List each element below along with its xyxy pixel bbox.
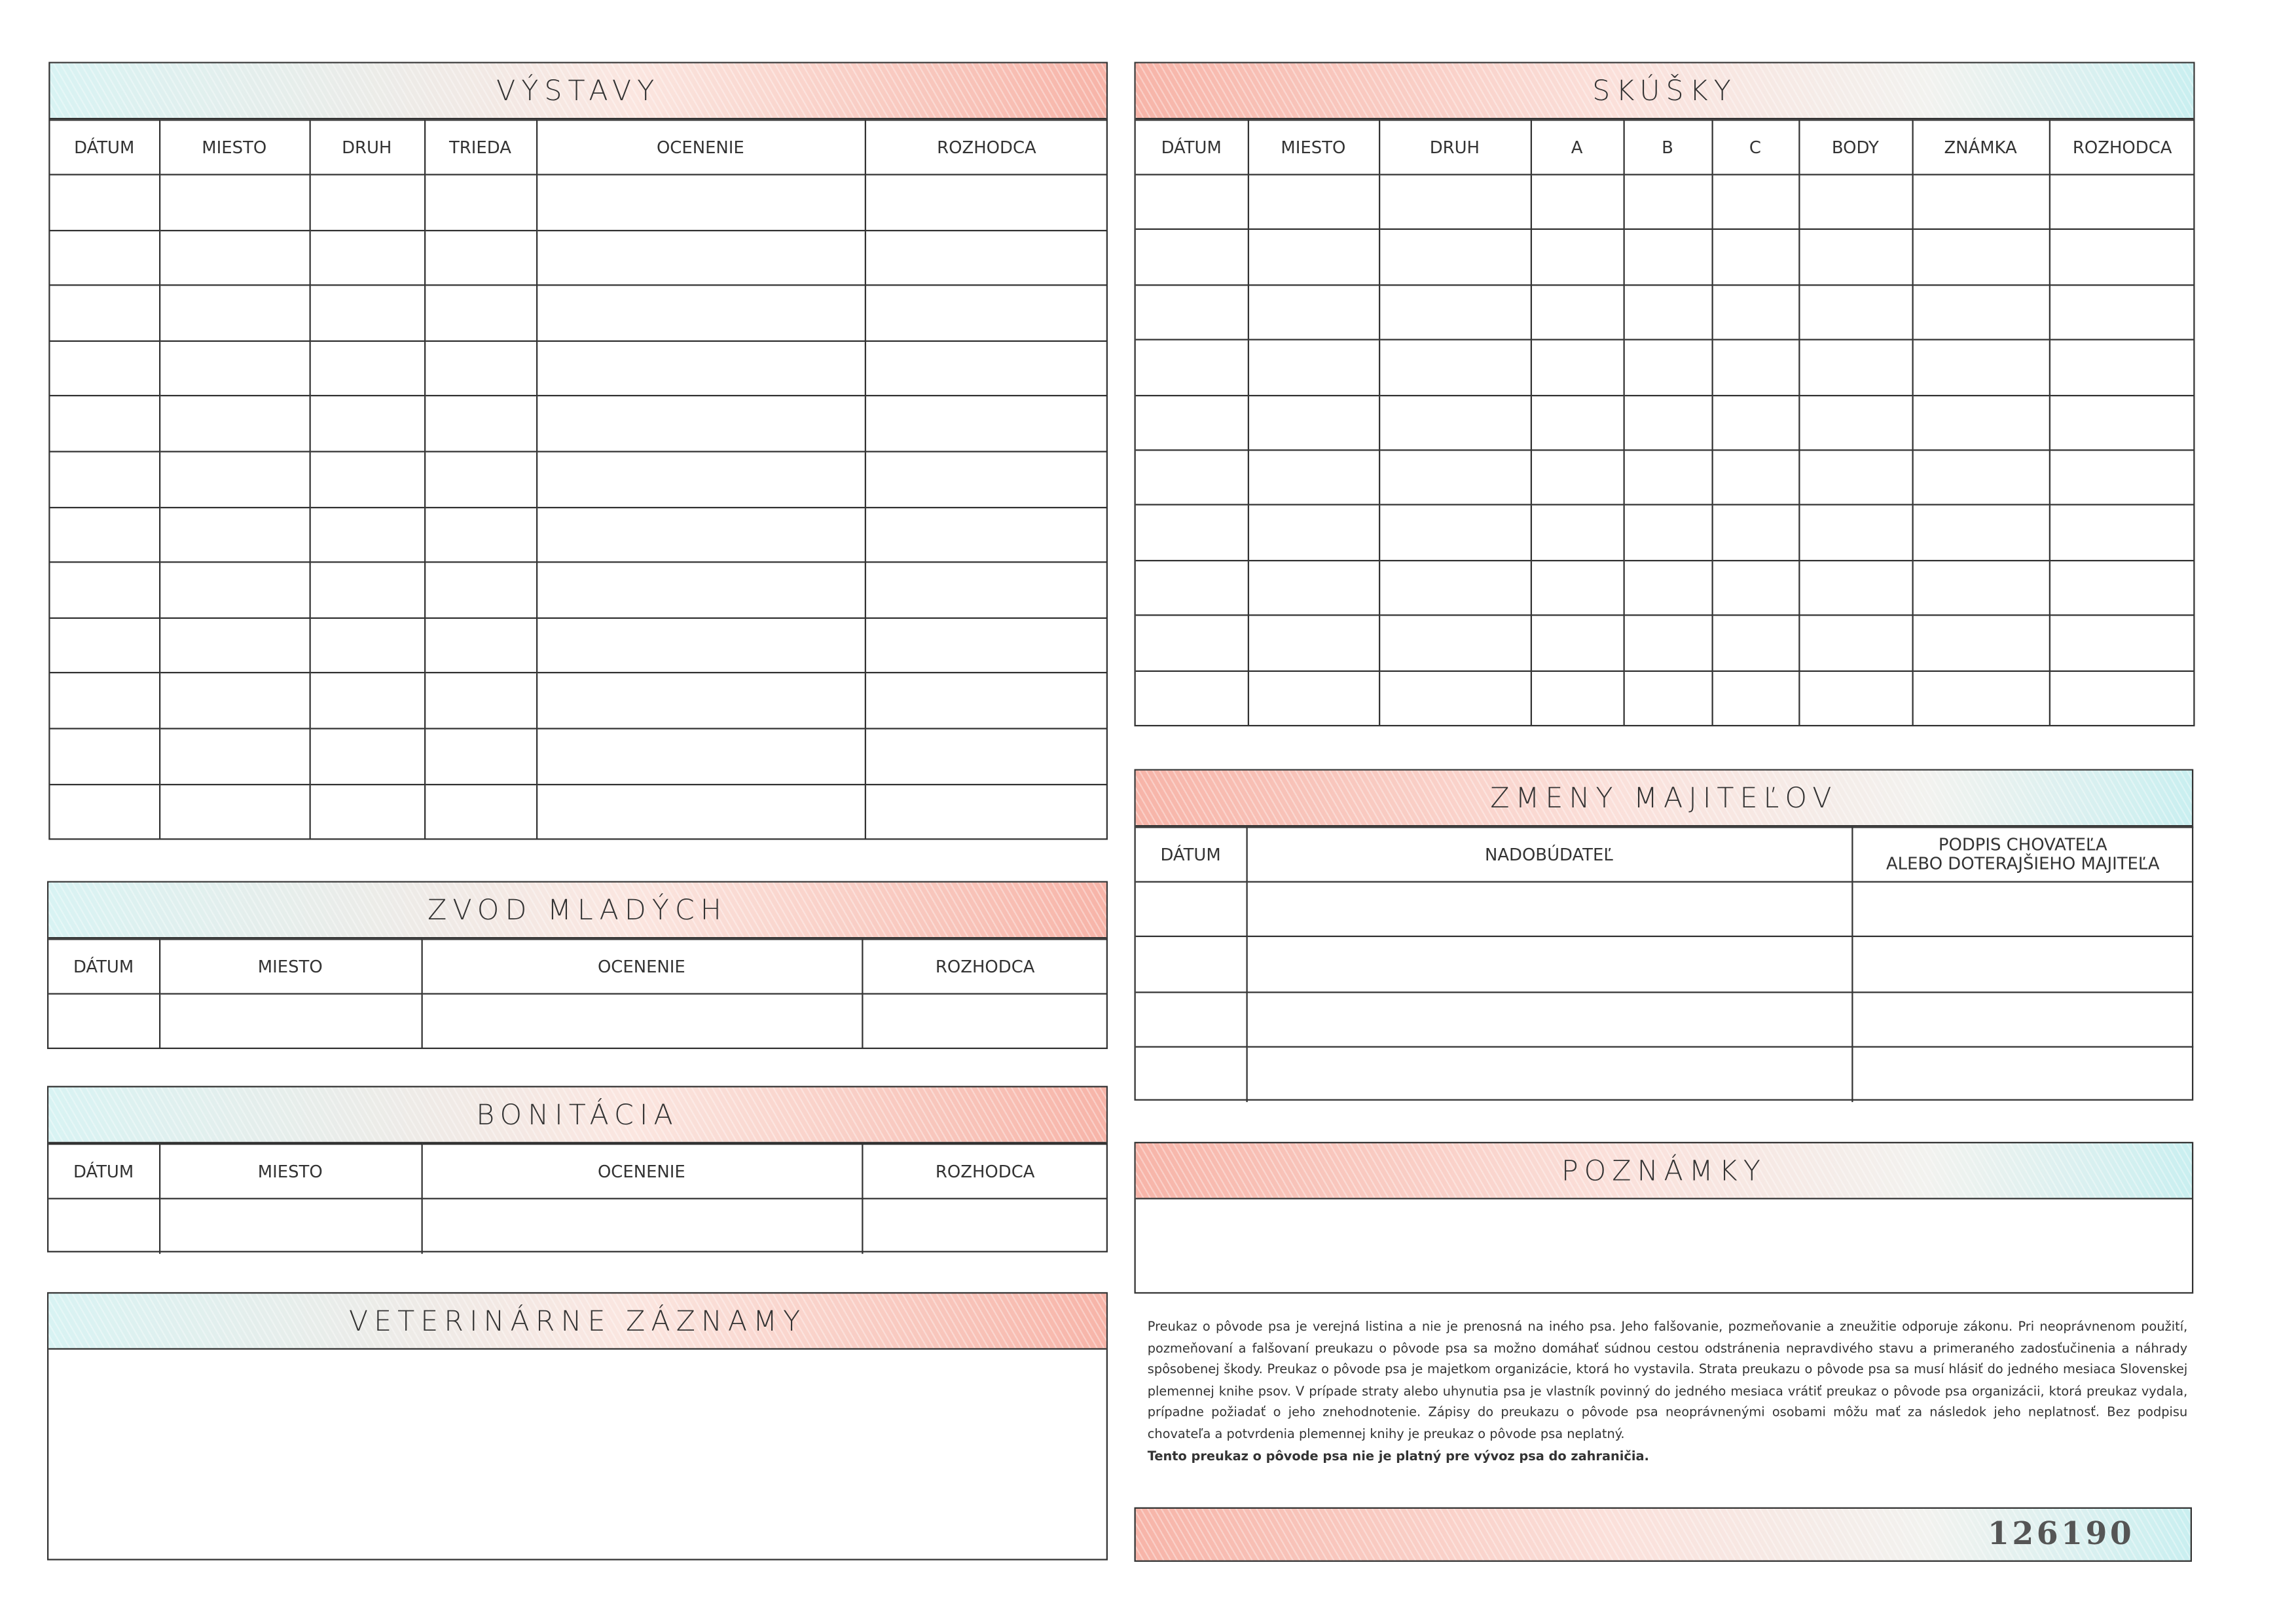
table-cell[interactable]	[1379, 285, 1531, 340]
table-cell[interactable]	[424, 341, 536, 396]
table-cell[interactable]	[1379, 395, 1531, 450]
table-row	[50, 230, 1108, 286]
table-cell[interactable]	[1798, 671, 1912, 726]
table-cell[interactable]	[159, 286, 310, 341]
table-row	[50, 341, 1108, 396]
table-cell[interactable]	[424, 396, 536, 452]
table-cell[interactable]	[1248, 175, 1379, 230]
table-row	[1136, 671, 2195, 726]
table-cell[interactable]	[1136, 561, 1248, 616]
table-cell[interactable]	[1624, 285, 1712, 340]
table-cell[interactable]	[1912, 671, 2049, 726]
table-cell[interactable]	[1531, 285, 1624, 340]
table-cell[interactable]	[159, 341, 310, 396]
table-cell[interactable]	[310, 673, 425, 729]
table-row	[1136, 561, 2195, 616]
table-row	[48, 1198, 1108, 1253]
table-cell[interactable]	[50, 341, 160, 396]
table-cell[interactable]	[50, 396, 160, 452]
table-cell[interactable]	[1136, 450, 1248, 505]
zmeny-section	[1135, 769, 2194, 1101]
table-cell[interactable]	[310, 396, 425, 452]
table-cell[interactable]	[865, 673, 1108, 729]
table-cell[interactable]	[159, 230, 310, 286]
column-header: DÁTUM	[48, 1144, 159, 1198]
column-header: C	[1712, 120, 1799, 174]
table-row	[1136, 882, 2194, 937]
table-cell[interactable]	[1136, 175, 1248, 230]
table-cell[interactable]	[865, 507, 1108, 563]
table-cell[interactable]	[1248, 285, 1379, 340]
table-cell[interactable]	[1712, 340, 1799, 395]
table-cell[interactable]	[310, 618, 425, 673]
table-cell[interactable]	[1248, 561, 1379, 616]
table-row	[1136, 505, 2195, 560]
table-cell[interactable]	[159, 994, 422, 1048]
table-cell[interactable]	[536, 230, 865, 286]
table-cell[interactable]	[1851, 1046, 2193, 1101]
table-cell[interactable]	[536, 618, 865, 673]
column-header: ROZHODCA	[862, 939, 1108, 993]
table-cell[interactable]	[865, 452, 1108, 507]
header-row	[1136, 120, 2195, 174]
table-cell[interactable]	[1248, 340, 1379, 395]
serial-number: 126190	[1987, 1515, 2135, 1552]
veterinarne-notes-area[interactable]	[48, 1350, 1106, 1559]
table-cell[interactable]	[1248, 616, 1379, 671]
table-cell[interactable]	[1531, 616, 1624, 671]
table-cell[interactable]	[424, 563, 536, 618]
table-cell[interactable]	[159, 728, 310, 784]
table-cell[interactable]	[422, 1198, 862, 1253]
table-cell[interactable]	[310, 728, 425, 784]
table-cell[interactable]	[1379, 616, 1531, 671]
table-row	[48, 994, 1108, 1048]
table-cell[interactable]	[50, 563, 160, 618]
table-cell[interactable]	[865, 341, 1108, 396]
table-cell[interactable]	[1379, 561, 1531, 616]
table-cell[interactable]	[424, 286, 536, 341]
table-cell[interactable]	[1798, 285, 1912, 340]
table-cell[interactable]	[1798, 450, 1912, 505]
table-cell[interactable]	[1136, 230, 1248, 285]
table-cell[interactable]	[1624, 671, 1712, 726]
table-row	[50, 175, 1108, 231]
table-cell[interactable]	[1379, 671, 1531, 726]
table-cell[interactable]	[50, 452, 160, 507]
table-cell[interactable]	[1136, 991, 1247, 1046]
table-cell[interactable]	[536, 175, 865, 231]
table-cell[interactable]	[1379, 340, 1531, 395]
skusky-table	[1136, 119, 2195, 726]
table-cell[interactable]	[1624, 340, 1712, 395]
table-row	[1136, 450, 2195, 505]
table-cell[interactable]	[159, 507, 310, 563]
table-row	[1136, 285, 2195, 340]
column-header: ROZHODCA	[865, 120, 1108, 174]
table-cell[interactable]	[1712, 285, 1799, 340]
column-header: A	[1531, 120, 1624, 174]
bonitacia-table	[48, 1143, 1108, 1253]
table-row	[50, 396, 1108, 452]
table-cell[interactable]	[1136, 937, 1247, 992]
legal-bold-text: Tento preukaz o pôvode psa nie je platný pre vývoz psa do zahraničia.	[1147, 1449, 1649, 1464]
table-cell[interactable]	[862, 1198, 1108, 1253]
table-cell[interactable]	[1912, 175, 2049, 230]
table-cell[interactable]	[536, 728, 865, 784]
table-cell[interactable]	[1798, 616, 1912, 671]
table-row	[1136, 937, 2194, 992]
table-row	[1136, 616, 2195, 671]
table-cell[interactable]	[1712, 450, 1799, 505]
column-header: ROZHODCA	[2049, 120, 2195, 174]
table-cell[interactable]	[1379, 505, 1531, 560]
table-cell[interactable]	[159, 396, 310, 452]
table-cell[interactable]	[1798, 175, 1912, 230]
poznamky-section	[1135, 1142, 2194, 1294]
table-cell[interactable]	[48, 1198, 159, 1253]
column-header: DÁTUM	[48, 939, 159, 993]
table-cell[interactable]	[2049, 230, 2195, 285]
table-cell[interactable]	[1248, 395, 1379, 450]
table-cell[interactable]	[159, 784, 310, 840]
table-cell[interactable]	[424, 507, 536, 563]
table-cell[interactable]	[1624, 505, 1712, 560]
table-cell[interactable]	[1624, 616, 1712, 671]
table-cell[interactable]	[50, 507, 160, 563]
table-cell[interactable]	[1798, 395, 1912, 450]
table-row	[1136, 230, 2195, 285]
table-cell[interactable]	[1912, 340, 2049, 395]
table-cell[interactable]	[536, 452, 865, 507]
table-cell[interactable]	[310, 507, 425, 563]
poznamky-notes-area[interactable]	[1136, 1200, 2192, 1293]
table-cell[interactable]	[1136, 671, 1248, 726]
table-cell[interactable]	[1712, 616, 1799, 671]
table-cell[interactable]	[310, 563, 425, 618]
table-cell[interactable]	[424, 673, 536, 729]
table-cell[interactable]	[424, 784, 536, 840]
table-cell[interactable]	[2049, 616, 2195, 671]
table-cell[interactable]	[1851, 991, 2193, 1046]
table-row	[50, 507, 1108, 563]
table-cell[interactable]	[1624, 230, 1712, 285]
table-row	[50, 728, 1108, 784]
skusky-section	[1135, 62, 2195, 727]
table-cell[interactable]	[1247, 937, 1852, 992]
zmeny-table	[1136, 826, 2194, 1101]
table-cell[interactable]	[159, 563, 310, 618]
table-cell[interactable]	[1912, 505, 2049, 560]
table-row	[50, 618, 1108, 673]
table-cell[interactable]	[1531, 505, 1624, 560]
legal-text: Preukaz o pôvode psa je verejná listina a nie je prenosná na iného psa. Jeho falšovanie, pozmeňovanie a zneužitie odporuje zákonu. Pri neoprávnenom použití, pozmeňovaní a falšovaní preukazu o pôvode psa sa možno domáhať súdnou cestou odstránenia nepravdivého stavu a primeraného zadosťučinenia a náhrady spôsobenej škody. Preukaz o pôvode psa je majetkom organizácie, ktorá ho vystavila. Strata preukazu o pôvode psa sa musí hlásiť do jedného mesiaca Slovenskej plemennej knihe psov. V prípade straty alebo uhynutia psa je vlastník povinný do jedného mesiaca vrátiť preukaz o pôvode psa organizácii, ktorá preukaz vydala, prípadne požiadať o jeho znehodnotenie. Zápisy do preukazu o pôvode psa neoprávnenými osobami môžu mať za následok jeho neplatnosť. Bez podpisu chovateľa a potvrdenia plemennej knihy je preukaz o pôvode psa neplatný.	[1147, 1320, 2188, 1443]
table-cell[interactable]	[50, 175, 160, 231]
table-cell[interactable]	[159, 1198, 422, 1253]
column-header: MIESTO	[159, 1144, 422, 1198]
table-cell[interactable]	[1531, 230, 1624, 285]
table-cell[interactable]	[1712, 230, 1799, 285]
table-cell[interactable]	[310, 286, 425, 341]
table-cell[interactable]	[865, 175, 1108, 231]
table-cell[interactable]	[1912, 230, 2049, 285]
column-header: NADOBÚDATEĽ	[1247, 827, 1852, 881]
zvod-title: ZVOD MLADÝCH	[48, 883, 1106, 939]
table-cell[interactable]	[1136, 340, 1248, 395]
vystavy-table	[50, 119, 1108, 839]
table-cell[interactable]	[1912, 616, 2049, 671]
veterinarne-section	[47, 1292, 1108, 1560]
table-cell[interactable]	[1851, 937, 2193, 992]
table-cell[interactable]	[2049, 285, 2195, 340]
table-cell[interactable]	[536, 341, 865, 396]
table-cell[interactable]	[424, 175, 536, 231]
table-cell[interactable]	[536, 784, 865, 840]
header-row	[1136, 827, 2194, 881]
column-header: DÁTUM	[1136, 120, 1248, 174]
table-cell[interactable]	[865, 396, 1108, 452]
table-cell[interactable]	[424, 230, 536, 286]
table-cell[interactable]	[1248, 450, 1379, 505]
column-header: OCENENIE	[536, 120, 865, 174]
table-cell[interactable]	[1798, 230, 1912, 285]
table-cell[interactable]	[1136, 882, 1247, 937]
table-cell[interactable]	[2049, 395, 2195, 450]
table-cell[interactable]	[1712, 561, 1799, 616]
table-row	[1136, 395, 2195, 450]
table-cell[interactable]	[1136, 285, 1248, 340]
table-cell[interactable]	[50, 618, 160, 673]
table-cell[interactable]	[50, 230, 160, 286]
table-cell[interactable]	[48, 994, 159, 1048]
column-header: ROZHODCA	[862, 1144, 1108, 1198]
zvod-table	[48, 938, 1108, 1048]
column-header: MIESTO	[1248, 120, 1379, 174]
table-cell[interactable]	[1712, 505, 1799, 560]
table-cell[interactable]	[159, 175, 310, 231]
table-cell[interactable]	[1712, 671, 1799, 726]
table-cell[interactable]	[50, 784, 160, 840]
table-cell[interactable]	[865, 618, 1108, 673]
column-header: TRIEDA	[424, 120, 536, 174]
column-header: PODPIS CHOVATEĽA ALEBO DOTERAJŠIEHO MAJITEĽA	[1851, 827, 2193, 881]
table-cell[interactable]	[424, 618, 536, 673]
table-cell[interactable]	[1379, 450, 1531, 505]
table-cell[interactable]	[865, 286, 1108, 341]
table-cell[interactable]	[1624, 395, 1712, 450]
table-cell[interactable]	[1531, 175, 1624, 230]
table-cell[interactable]	[1912, 561, 2049, 616]
table-row	[1136, 175, 2195, 230]
table-cell[interactable]	[1531, 395, 1624, 450]
table-cell[interactable]	[865, 728, 1108, 784]
table-cell[interactable]	[2049, 671, 2195, 726]
vystavy-title: VÝSTAVY	[50, 64, 1106, 120]
header-row	[50, 120, 1108, 174]
table-cell[interactable]	[1248, 505, 1379, 560]
table-cell[interactable]	[865, 230, 1108, 286]
table-cell[interactable]	[159, 452, 310, 507]
table-cell[interactable]	[1531, 340, 1624, 395]
table-cell[interactable]	[1712, 175, 1799, 230]
table-row	[1136, 991, 2194, 1046]
table-row	[1136, 340, 2195, 395]
table-cell[interactable]	[1624, 450, 1712, 505]
column-header: B	[1624, 120, 1712, 174]
skusky-title: SKÚŠKY	[1136, 64, 2194, 120]
table-cell[interactable]	[1624, 175, 1712, 230]
table-row	[50, 673, 1108, 729]
serial-band	[1135, 1507, 2193, 1562]
table-cell[interactable]	[50, 673, 160, 729]
table-cell[interactable]	[424, 728, 536, 784]
zvod-section	[47, 881, 1108, 1050]
table-cell[interactable]	[310, 452, 425, 507]
table-cell[interactable]	[159, 673, 310, 729]
table-cell[interactable]	[50, 728, 160, 784]
table-cell[interactable]	[2049, 450, 2195, 505]
column-header: OCENENIE	[422, 939, 862, 993]
zmeny-title: ZMENY MAJITEĽOV	[1136, 771, 2192, 827]
header-row	[48, 939, 1108, 993]
table-cell[interactable]	[536, 286, 865, 341]
column-header: MIESTO	[159, 120, 310, 174]
table-cell[interactable]	[865, 784, 1108, 840]
table-cell[interactable]	[1624, 561, 1712, 616]
table-cell[interactable]	[1248, 230, 1379, 285]
table-cell[interactable]	[1247, 882, 1852, 937]
table-cell[interactable]	[1798, 340, 1912, 395]
column-header: DÁTUM	[50, 120, 160, 174]
column-header: DRUH	[310, 120, 425, 174]
table-cell[interactable]	[2049, 175, 2195, 230]
table-cell[interactable]	[1247, 1046, 1852, 1101]
table-cell[interactable]	[1136, 616, 1248, 671]
table-cell[interactable]	[310, 784, 425, 840]
table-cell[interactable]	[1912, 395, 2049, 450]
table-cell[interactable]	[1912, 450, 2049, 505]
table-cell[interactable]	[1379, 175, 1531, 230]
column-header: DÁTUM	[1136, 827, 1247, 881]
table-cell[interactable]	[1247, 991, 1852, 1046]
table-cell[interactable]	[1136, 505, 1248, 560]
table-row	[50, 286, 1108, 341]
table-cell[interactable]	[862, 994, 1108, 1048]
poznamky-title: POZNÁMKY	[1136, 1143, 2192, 1200]
legal-notice	[1148, 1318, 2188, 1468]
table-row	[1136, 1046, 2194, 1101]
table-cell[interactable]	[1798, 561, 1912, 616]
table-cell[interactable]	[1531, 561, 1624, 616]
table-cell[interactable]	[159, 618, 310, 673]
column-header: OCENENIE	[422, 1144, 862, 1198]
table-cell[interactable]	[1136, 395, 1248, 450]
vystavy-section	[48, 62, 1108, 840]
bonitacia-title: BONITÁCIA	[48, 1088, 1106, 1144]
table-cell[interactable]	[1136, 1046, 1247, 1101]
table-row	[50, 563, 1108, 618]
table-cell[interactable]	[424, 452, 536, 507]
table-cell[interactable]	[1379, 230, 1531, 285]
table-cell[interactable]	[310, 341, 425, 396]
table-row	[50, 452, 1108, 507]
table-cell[interactable]	[865, 563, 1108, 618]
table-row	[50, 784, 1108, 840]
table-cell[interactable]	[1531, 450, 1624, 505]
table-cell[interactable]	[1248, 671, 1379, 726]
table-cell[interactable]	[536, 396, 865, 452]
table-cell[interactable]	[536, 563, 865, 618]
column-header: MIESTO	[159, 939, 422, 993]
column-header: ZNÁMKA	[1912, 120, 2049, 174]
table-cell[interactable]	[310, 230, 425, 286]
table-cell[interactable]	[536, 507, 865, 563]
table-cell[interactable]	[50, 286, 160, 341]
column-header: BODY	[1798, 120, 1912, 174]
header-row	[48, 1144, 1108, 1198]
table-cell[interactable]	[2049, 561, 2195, 616]
bonitacia-section	[47, 1086, 1108, 1252]
table-cell[interactable]	[422, 994, 862, 1048]
table-cell[interactable]	[1912, 285, 2049, 340]
table-cell[interactable]	[1712, 395, 1799, 450]
table-cell[interactable]	[2049, 340, 2195, 395]
table-cell[interactable]	[1851, 882, 2193, 937]
column-header: DRUH	[1379, 120, 1531, 174]
veterinarne-title: VETERINÁRNE ZÁZNAMY	[48, 1294, 1106, 1350]
table-cell[interactable]	[536, 673, 865, 729]
table-cell[interactable]	[310, 175, 425, 231]
table-cell[interactable]	[1798, 505, 1912, 560]
table-cell[interactable]	[2049, 505, 2195, 560]
table-cell[interactable]	[1531, 671, 1624, 726]
